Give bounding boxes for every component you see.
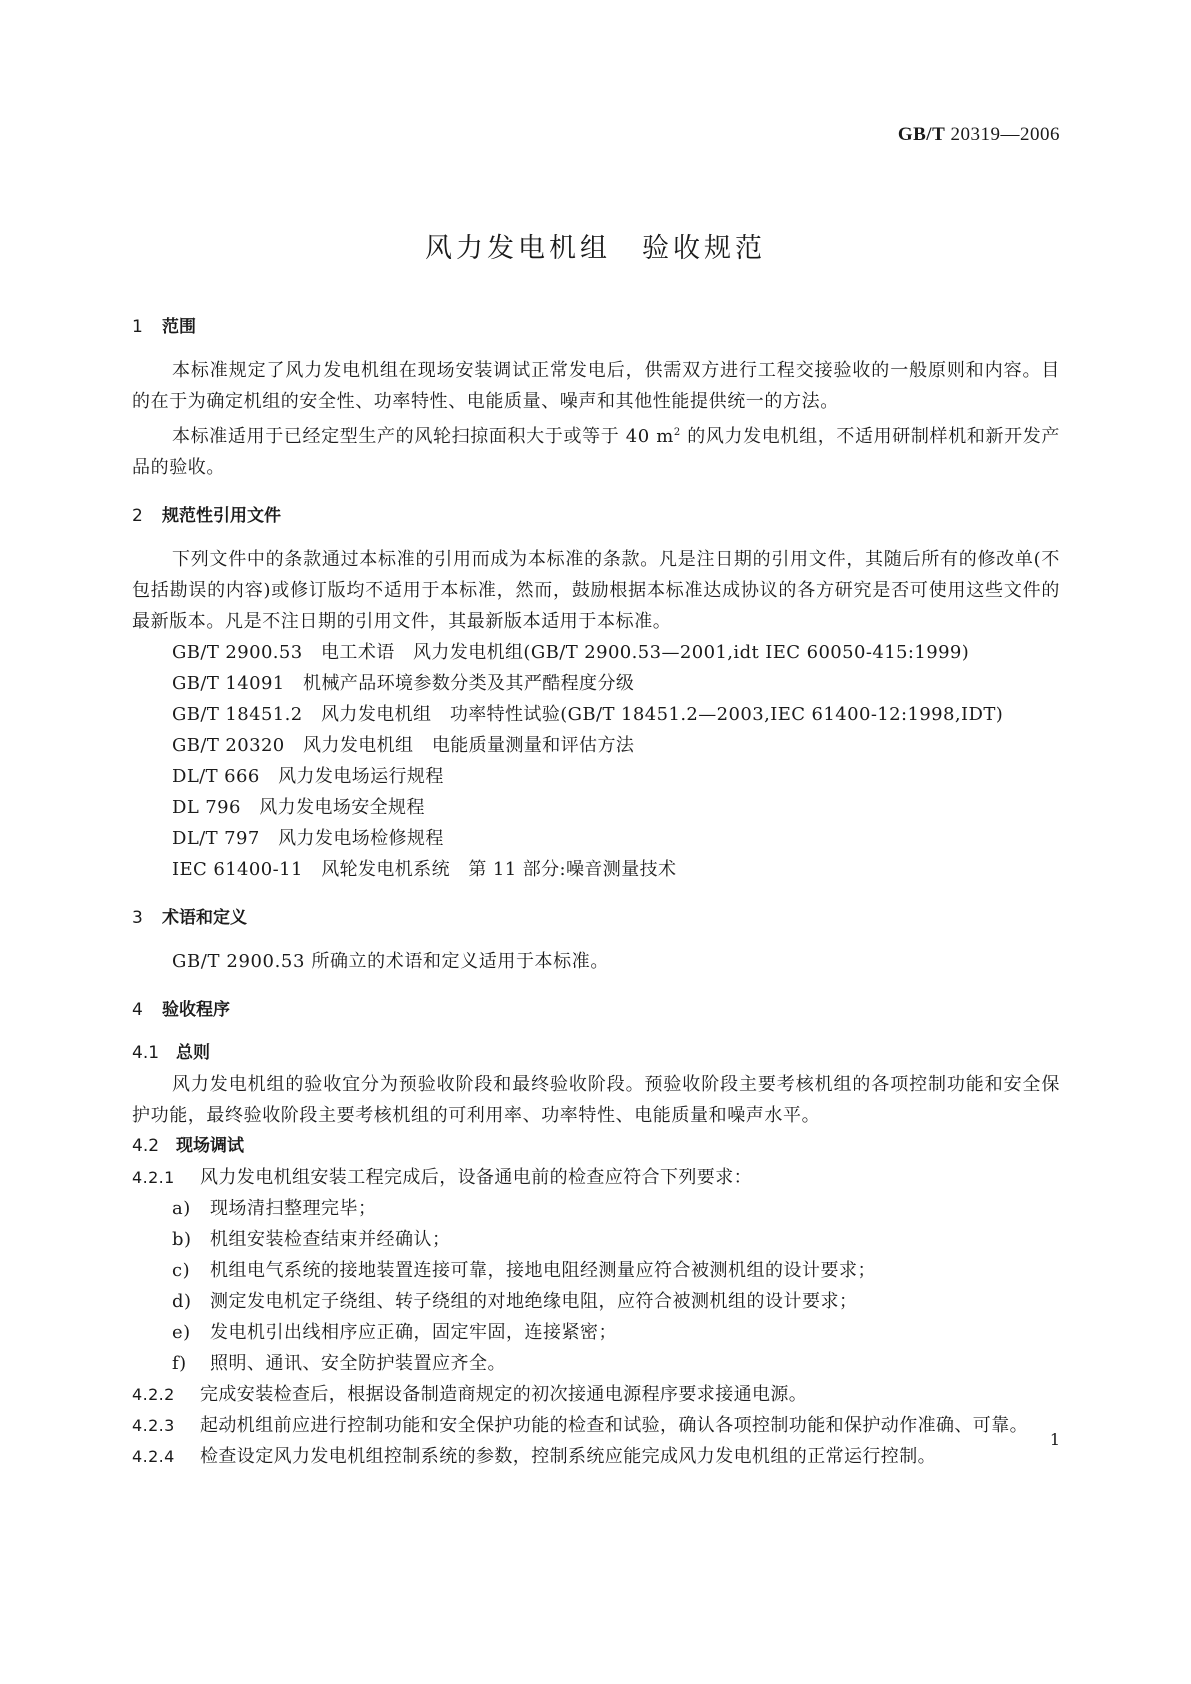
- list-marker: f): [172, 1353, 187, 1374]
- clause-4-2-1: [132, 1162, 1060, 1193]
- list-text: 发电机引出线相序应正确，固定牢固，连接紧密；: [210, 1322, 617, 1343]
- reference-item: GB/T 18451.2 风力发电机组 功率特性试验(GB/T 18451.2—2003,IEC 61400-12:1998,IDT): [172, 704, 1004, 725]
- reference-item: DL/T 666 风力发电场运行规程: [172, 766, 444, 787]
- section-title: 验收程序: [162, 1000, 230, 1020]
- paragraph: 下列文件中的条款通过本标准的引用而成为本标准的条款。凡是注日期的引用文件，其随后所有的修改单(不包括勘误的内容)或修订版均不适用于本标准，然而，鼓励根据本标准达成协议的各方研究是否可使用这些文件的最新版本。凡是不注日期的引用文件，其最新版本适用于本标准。: [132, 549, 1060, 632]
- list-text: 照明、通讯、安全防护装置应齐全。: [210, 1353, 506, 1374]
- section-number: 4: [132, 1000, 143, 1020]
- text-run: 的风力发电机组，不适用研制样机和新开发产品的验收。: [132, 426, 1061, 478]
- section-title: 规范性引用文件: [162, 506, 281, 526]
- subsection-title: 现场调试: [176, 1136, 244, 1156]
- clause-text: 检查设定风力发电机组控制系统的参数，控制系统应能完成风力发电机组的正常运行控制。: [200, 1446, 936, 1467]
- reference-item: IEC 61400-11 风轮发电机系统 第 11 部分:噪音测量技术: [172, 859, 677, 880]
- standard-code-prefix: GB/T: [897, 124, 946, 145]
- subsection-4-2-heading: [132, 1131, 1060, 1162]
- section-2-heading: [132, 501, 1060, 532]
- area-value: 40 m: [625, 426, 674, 447]
- clause-text: 起动机组前应进行控制功能和安全保护功能的检查和试验，确认各项控制功能和保护动作准确、可靠。: [200, 1415, 1028, 1436]
- text-run: 本标准适用于已经定型生产的风轮扫掠面积大于或等于: [172, 426, 620, 447]
- clause-number: 4.2.4: [132, 1447, 175, 1466]
- subsection-title: 总则: [176, 1043, 210, 1063]
- clause-text: 风力发电机组安装工程完成后，设备通电前的检查应符合下列要求：: [200, 1167, 752, 1188]
- standard-code: [898, 124, 1060, 146]
- list-marker: c): [172, 1260, 191, 1281]
- section-3-heading: [132, 903, 1060, 934]
- list-text: 测定发电机定子绕组、转子绕组的对地绝缘电阻，应符合被测机组的设计要求；: [210, 1291, 858, 1312]
- section-number: 3: [132, 908, 143, 928]
- list-item: [132, 1255, 1060, 1286]
- clause-text: 完成安装检查后，根据设备制造商规定的初次接通电源程序要求接通电源。: [200, 1384, 808, 1405]
- paragraph: 本标准规定了风力发电机组在现场安装调试正常发电后，供需双方进行工程交接验收的一般原则和内容。目的在于为确定机组的安全性、功率特性、电能质量、噪声和其他性能提供统一的方法。: [132, 360, 1060, 412]
- list-text: 机组电气系统的接地装置连接可靠，接地电阻经测量应符合被测机组的设计要求；: [210, 1260, 876, 1281]
- list-item: [132, 1224, 1060, 1255]
- reference-item: GB/T 14091 机械产品环境参数分类及其严酷程度分级: [172, 673, 635, 694]
- section-number: 2: [132, 506, 143, 526]
- superscript: 2: [673, 427, 681, 438]
- list-marker: a): [172, 1198, 191, 1219]
- reference-item: DL/T 797 风力发电场检修规程: [172, 828, 444, 849]
- paragraph: [132, 417, 1060, 483]
- list-item: [132, 1286, 1060, 1317]
- section-title: 术语和定义: [162, 908, 247, 928]
- list-text: 现场清扫整理完毕；: [210, 1198, 377, 1219]
- page-number: 1: [1049, 1430, 1060, 1449]
- clause-4-2-2: [132, 1379, 1060, 1410]
- list-marker: b): [172, 1229, 192, 1250]
- list-item: [132, 1348, 1060, 1379]
- reference-item: GB/T 2900.53 电工术语 风力发电机组(GB/T 2900.53—2001,idt IEC 60050-415:1999): [172, 642, 970, 663]
- list-item: [132, 1193, 1060, 1224]
- list-text: 机组安装检查结束并经确认；: [210, 1229, 451, 1250]
- clause-number: 4.2.2: [132, 1385, 175, 1404]
- subsection-4-1-heading: [132, 1038, 1060, 1069]
- section-1-heading: [132, 312, 1060, 343]
- clause-4-2-3: [132, 1410, 1060, 1441]
- section-4-heading: [132, 995, 1060, 1026]
- clause-number: 4.2.3: [132, 1416, 175, 1435]
- clause-number: 4.2.1: [132, 1168, 175, 1187]
- reference-list: [132, 637, 1060, 885]
- list-item: [132, 1317, 1060, 1348]
- subsection-number: 4.2: [132, 1136, 160, 1156]
- section-number: 1: [132, 317, 143, 337]
- standard-code-number: 20319—2006: [950, 124, 1060, 145]
- section-title: 范围: [162, 317, 196, 337]
- paragraph: GB/T 2900.53 所确立的术语和定义适用于本标准。: [172, 951, 609, 972]
- list-marker: e): [172, 1322, 191, 1343]
- document-title: 风力发电机组 验收规范: [425, 233, 766, 264]
- reference-item: DL 796 风力发电场安全规程: [172, 797, 425, 818]
- document-body: [132, 312, 1060, 1472]
- list-marker: d): [172, 1291, 192, 1312]
- paragraph: 风力发电机组的验收宜分为预验收阶段和最终验收阶段。预验收阶段主要考核机组的各项控制功能和安全保护功能，最终验收阶段主要考核机组的可利用率、功率特性、电能质量和噪声水平。: [132, 1074, 1060, 1126]
- subsection-number: 4.1: [132, 1043, 160, 1063]
- reference-item: GB/T 20320 风力发电机组 电能质量测量和评估方法: [172, 735, 635, 756]
- clause-4-2-4: [132, 1441, 1060, 1472]
- requirement-list: [132, 1193, 1060, 1379]
